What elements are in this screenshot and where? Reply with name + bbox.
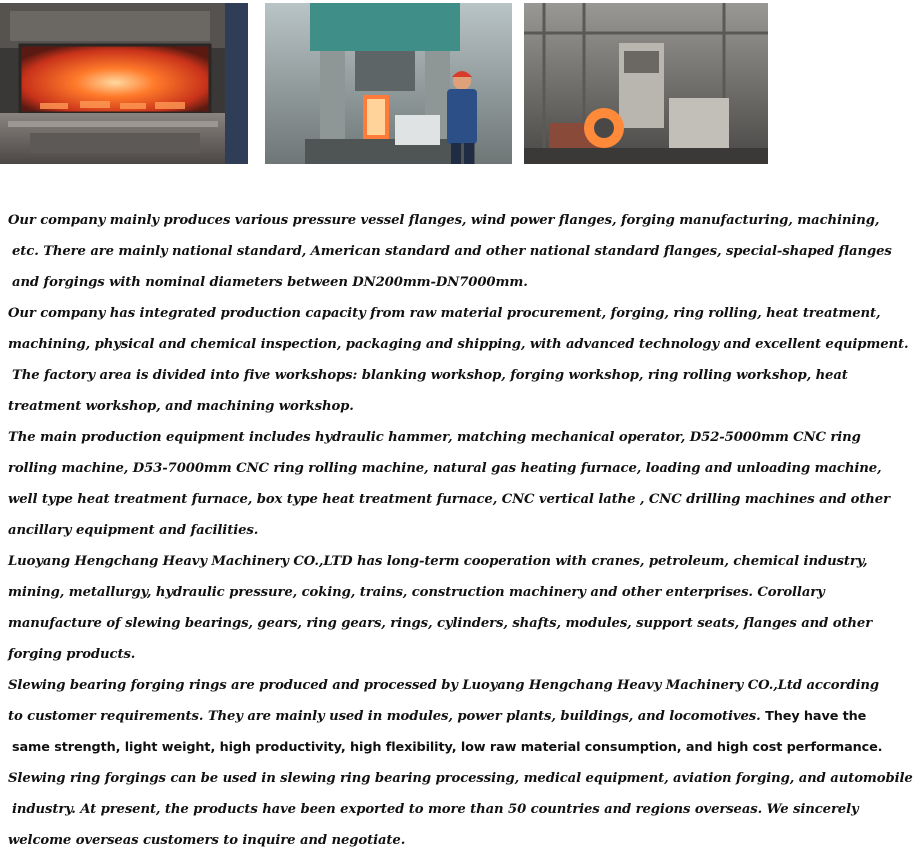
text-line: forging products.: [8, 647, 136, 662]
heating-furnace-photo: [0, 3, 248, 164]
hydraulic-press-image: [265, 3, 512, 164]
text-line: Luoyang Hengchang Heavy Machinery CO.,LTD has long-term cooperation with cranes, petroleum, chemical industry,: [8, 554, 868, 569]
text-line: Slewing bearing forging rings are produced and processed by Luoyang Hengchang Heavy Machinery CO.,Ltd according: [8, 678, 879, 693]
paragraph-products: [8, 205, 892, 298]
hydraulic-press-photo: [265, 3, 512, 164]
ring-rolling-photo: [524, 3, 768, 164]
paragraph-capacity: [8, 298, 909, 422]
text-line: ancillary equipment and facilities.: [8, 523, 259, 538]
text-line: etc. There are mainly national standard, American standard and other national standard flanges, special-shaped flanges: [12, 244, 892, 259]
text-run: to customer requirements. They are mainly used in modules, power plants, buildings, and locomotives.: [8, 709, 761, 724]
ring-rolling-image: [524, 3, 768, 164]
text-line: Our company has integrated production capacity from raw material procurement, forging, ring rolling, heat treatment,: [8, 306, 881, 321]
text-line: well type heat treatment furnace, box type heat treatment furnace, CNC vertical lathe , CNC drilling machines and other: [8, 492, 890, 507]
heating-furnace-image: [0, 3, 248, 164]
text-line: rolling machine, D53-7000mm CNC ring rolling machine, natural gas heating furnace, loading and unloading machine,: [8, 461, 882, 476]
text-line: The factory area is divided into five workshops: blanking workshop, forging workshop, ring rolling workshop, heat: [12, 368, 848, 383]
text-line: The main production equipment includes hydraulic hammer, matching mechanical operator, D52-5000mm CNC ring: [8, 430, 861, 445]
text-line: and forgings with nominal diameters between DN200mm-DN7000mm.: [12, 275, 528, 290]
text-line: mining, metallurgy, hydraulic pressure, coking, trains, construction machinery and other enterprises. Corollary: [8, 585, 825, 600]
text-line: Our company mainly produces various pressure vessel flanges, wind power flanges, forging manufacturing, machining,: [8, 213, 880, 228]
text-line: [8, 701, 867, 732]
text-line: industry. At present, the products have been exported to more than 50 countries and regions overseas. We sincerely: [12, 802, 859, 817]
company-description: [8, 205, 913, 856]
text-line: manufacture of slewing bearings, gears, ring gears, rings, cylinders, shafts, modules, support seats, flanges and other: [8, 616, 873, 631]
text-run: They have the: [765, 709, 867, 724]
text-line: same strength, light weight, high productivity, high flexibility, low raw material consumption, and high cost performance.: [12, 740, 883, 755]
text-line: treatment workshop, and machining workshop.: [8, 399, 354, 414]
paragraph-equipment: [8, 422, 890, 546]
paragraph-slewing-rings: [8, 670, 883, 763]
text-line: machining, physical and chemical inspection, packaging and shipping, with advanced technology and excellent equipment.: [8, 337, 909, 352]
text-line: Slewing ring forgings can be used in slewing ring bearing processing, medical equipment, aviation forging, and automobile: [8, 771, 913, 786]
paragraph-cooperation: [8, 546, 873, 670]
paragraph-export: [8, 763, 913, 856]
text-line: welcome overseas customers to inquire and negotiate.: [8, 833, 406, 848]
